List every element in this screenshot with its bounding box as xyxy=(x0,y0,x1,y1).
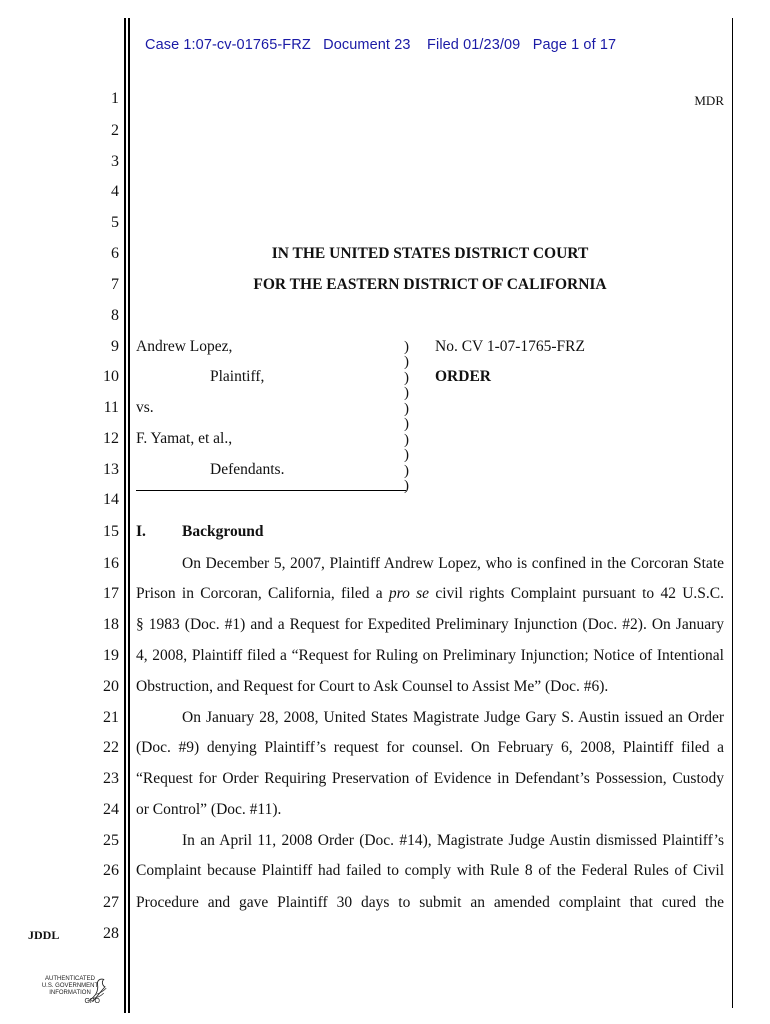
caption-paren: ) xyxy=(404,478,409,494)
plaintiff-role: Plaintiff, xyxy=(210,368,265,385)
body-line-20: Obstruction, and Request for Court to Ask Counsel to Assist Me” (Doc. #6). xyxy=(136,678,609,695)
line-number: 10 xyxy=(103,368,119,385)
body-line-27: Procedure and gave Plaintiff 30 days to submit an amended complaint that cured the xyxy=(136,894,724,911)
line-number: 28 xyxy=(103,925,119,942)
plaintiff-name: Andrew Lopez, xyxy=(136,338,233,355)
caption-paren: ) xyxy=(404,432,409,448)
caption-paren: ) xyxy=(404,463,409,479)
line-number: 26 xyxy=(103,862,119,879)
line-number: 2 xyxy=(111,122,119,139)
line-number: 19 xyxy=(103,647,119,664)
seal-text: INFORMATION xyxy=(49,990,91,996)
line-number: 25 xyxy=(103,832,119,849)
seal-text: U.S. GOVERNMENT xyxy=(41,983,99,989)
body-line-23: “Request for Order Requiring Preservation of Evidence in Defendant’s Possession, Custody xyxy=(136,770,724,787)
section-title: Background xyxy=(182,523,264,540)
body-line-16: On December 5, 2007, Plaintiff Andrew Lopez, who is confined in the Corcoran State xyxy=(182,555,724,572)
body-line-17 xyxy=(136,585,724,603)
line-number: 18 xyxy=(103,616,119,633)
body-line-21: On January 28, 2008, United States Magistrate Judge Gary S. Austin issued an Order xyxy=(182,709,724,726)
caption-paren: ) xyxy=(404,401,409,417)
line-number: 23 xyxy=(103,770,119,787)
seal-text: GPO xyxy=(84,998,100,1005)
body-text: civil rights Complaint pursuant to 42 U.S.C. xyxy=(429,585,724,602)
court-name: IN THE UNITED STATES DISTRICT COURT xyxy=(271,245,589,262)
court-district: FOR THE EASTERN DISTRICT OF CALIFORNIA xyxy=(253,276,607,293)
seal-text: AUTHENTICATED xyxy=(45,976,95,982)
line-number: 15 xyxy=(103,523,119,540)
line-number: 9 xyxy=(111,338,119,355)
footer-initials: JDDL xyxy=(28,928,60,942)
line-number: 22 xyxy=(103,739,119,756)
section-number: I. xyxy=(136,523,146,540)
defendant-role: Defendants. xyxy=(210,461,285,478)
body-line-26: Complaint because Plaintiff had failed to comply with Rule 8 of the Federal Rules of Civil xyxy=(136,862,724,879)
caption-underline xyxy=(136,490,406,491)
line-number: 20 xyxy=(103,678,119,695)
line-number: 6 xyxy=(111,245,119,262)
line-number: 13 xyxy=(103,461,119,478)
line-number: 8 xyxy=(111,307,119,324)
caption-paren: ) xyxy=(404,385,409,401)
line-number: 17 xyxy=(103,585,119,602)
caption-paren: ) xyxy=(404,354,409,370)
line-number: 27 xyxy=(103,894,119,911)
line-number: 12 xyxy=(103,430,119,447)
body-line-18: § 1983 (Doc. #1) and a Request for Expedited Preliminary Injunction (Doc. #2). On January xyxy=(136,616,724,633)
left-margin-rule-outer xyxy=(124,18,126,1013)
line-number: 14 xyxy=(103,491,119,508)
line-number: 16 xyxy=(103,555,119,572)
corner-label: MDR xyxy=(694,93,724,108)
defendant-name: F. Yamat, et al., xyxy=(136,430,233,447)
ecf-header: Case 1:07-cv-01765-FRZ Document 23 Filed 01/23/09 Page 1 of 17 xyxy=(145,37,617,53)
gpo-eagle-icon xyxy=(70,966,130,1014)
line-number: 3 xyxy=(111,153,119,170)
line-number: 5 xyxy=(111,214,119,231)
document-title: ORDER xyxy=(435,368,491,385)
line-number: 21 xyxy=(103,709,119,726)
body-line-25: In an April 11, 2008 Order (Doc. #14), Magistrate Judge Austin dismissed Plaintiff’s xyxy=(182,832,724,849)
versus: vs. xyxy=(136,399,154,416)
caption-paren: ) xyxy=(404,339,409,355)
body-line-19: 4, 2008, Plaintiff filed a “Request for Ruling on Preliminary Injunction; Notice of Intentional xyxy=(136,647,724,664)
body-text: Prison in Corcoran, California, filed a xyxy=(136,585,389,602)
right-margin-rule xyxy=(732,18,733,1008)
line-number: 4 xyxy=(111,183,119,200)
line-number: 11 xyxy=(103,399,119,416)
case-number: No. CV 1-07-1765-FRZ xyxy=(435,338,585,355)
caption-paren: ) xyxy=(404,370,409,386)
latin-term: pro se xyxy=(388,585,430,602)
body-line-24: or Control” (Doc. #11). xyxy=(136,801,282,818)
body-line-22: (Doc. #9) denying Plaintiff’s request for counsel. On February 6, 2008, Plaintiff filed a xyxy=(136,739,724,756)
caption-paren: ) xyxy=(404,416,409,432)
line-number: 7 xyxy=(111,276,119,293)
line-number: 24 xyxy=(103,801,119,818)
left-margin-rule-inner xyxy=(128,18,130,1013)
caption-paren: ) xyxy=(404,447,409,463)
line-number: 1 xyxy=(111,90,119,107)
